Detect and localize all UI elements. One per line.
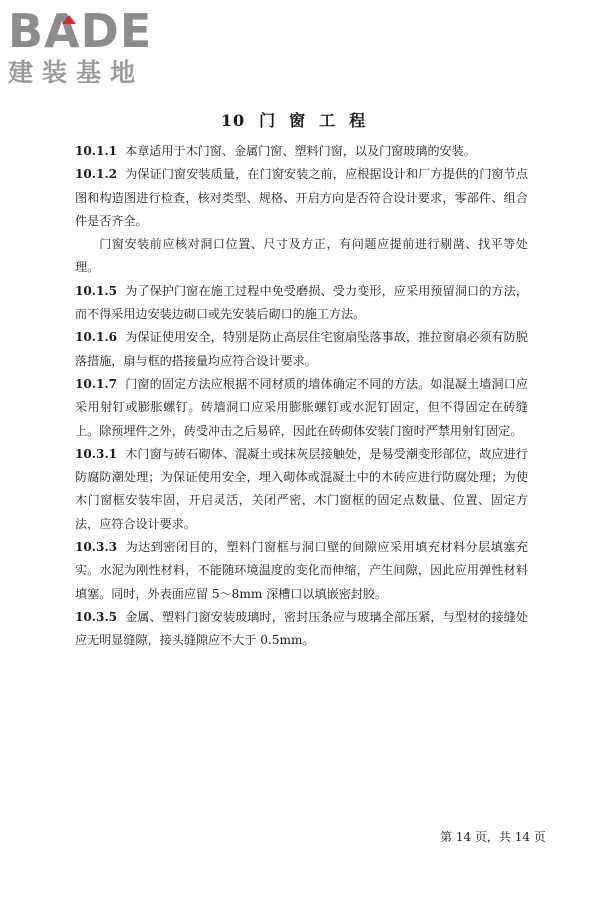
clause-text: 为保证使用安全，特别是防止高层住宅窗扇坠落事故，推拉窗扇必须有防脱落措施，扇与框的搭接量均应符合设计要求。 — [75, 330, 528, 368]
clause-paragraph — [75, 163, 528, 233]
clause-text: 金属、塑料门窗安装玻璃时，密封压条应与玻璃全部压紧，与型材的接缝处应无明显缝隙，接头缝隙应不大于 0.5mm。 — [75, 609, 528, 648]
clause-text: 本章适用于木门窗、金属门窗、塑料门窗，以及门窗玻璃的安装。 — [125, 144, 476, 158]
chapter-number: 10 — [220, 111, 246, 130]
clause-text: 门窗的固定方法应根据不同材质的墙体确定不同的方法。如混凝土墙洞口应采用射钉或膨胀螺钉。砖墙洞口应采用膨胀螺钉或水泥钉固定，但不得固定在砖缝上。除预埋件之外，砖受冲击之后易碎，因此在砖砌体安装门窗时严禁用射钉固定。 — [75, 376, 528, 438]
page-number: 第 14 页，共 14 页 — [440, 830, 546, 844]
logo-accent-triangle-icon — [62, 15, 76, 24]
logo-wordmark: BADE — [8, 4, 153, 58]
clause-number: 10.1.7 — [75, 376, 118, 391]
clause-text: 木门窗与砖石砌体、混凝土或抹灰层接触处，是易受潮变形部位，故应进行防腐防潮处理；为保证使用安全，埋入砌体或混凝土中的木砖应进行防腐处理；为使木门窗框安装牢固，开启灵活，关闭严密，木门窗框的固定点数量、位置、固定方法，应符合设计要求。 — [75, 446, 528, 531]
clause-number: 10.3.1 — [75, 446, 118, 461]
chapter-title — [0, 108, 600, 131]
clause-paragraph — [75, 606, 528, 653]
clause-paragraph — [75, 443, 528, 536]
clause-text: 为了保护门窗在施工过程中免受磨损、受力变形，应采用预留洞口的方法，而不得采用边安装边砌口或先安装后砌口的施工方法。 — [75, 283, 528, 322]
clause-text: 为达到密闭目的，塑料门窗框与洞口壁的间隙应采用填充材料分层填塞充实。水泥为刚性材料，不能随环境温度的变化而伸缩，产生间隙，因此应用弹性材料填塞。同时，外表面应留 5～8mm 深槽口以填嵌密封胶。 — [75, 540, 528, 601]
bade-logo — [8, 6, 178, 96]
logo-subtitle: 建装基地 — [8, 58, 145, 87]
clause-number: 10.1.5 — [75, 283, 118, 298]
clause-number: 10.1.6 — [75, 330, 118, 345]
clause-paragraph — [75, 233, 528, 280]
clause-paragraph — [75, 280, 528, 327]
clause-number: 10.3.5 — [75, 609, 118, 624]
document-body — [75, 140, 528, 653]
chapter-title-text: 门窗工程 — [259, 111, 380, 130]
clause-text: 为保证门窗安装质量，在门窗安装之前，应根据设计和厂方提供的门窗节点图和构造图进行检查，核对类型、规格、开启方向是否符合设计要求，零部件、组合件是否齐全。 — [75, 167, 528, 228]
clause-number: 10.3.3 — [75, 540, 118, 555]
clause-text: 门窗安装前应核对洞口位置、尺寸及方正，有问题应提前进行剔凿、找平等处理。 — [75, 237, 528, 275]
clause-paragraph — [75, 140, 528, 163]
clause-number: 10.1.1 — [75, 144, 118, 158]
clause-paragraph — [75, 326, 528, 373]
clause-paragraph — [75, 536, 528, 606]
clause-paragraph — [75, 373, 528, 443]
clause-number: 10.1.2 — [75, 167, 118, 182]
